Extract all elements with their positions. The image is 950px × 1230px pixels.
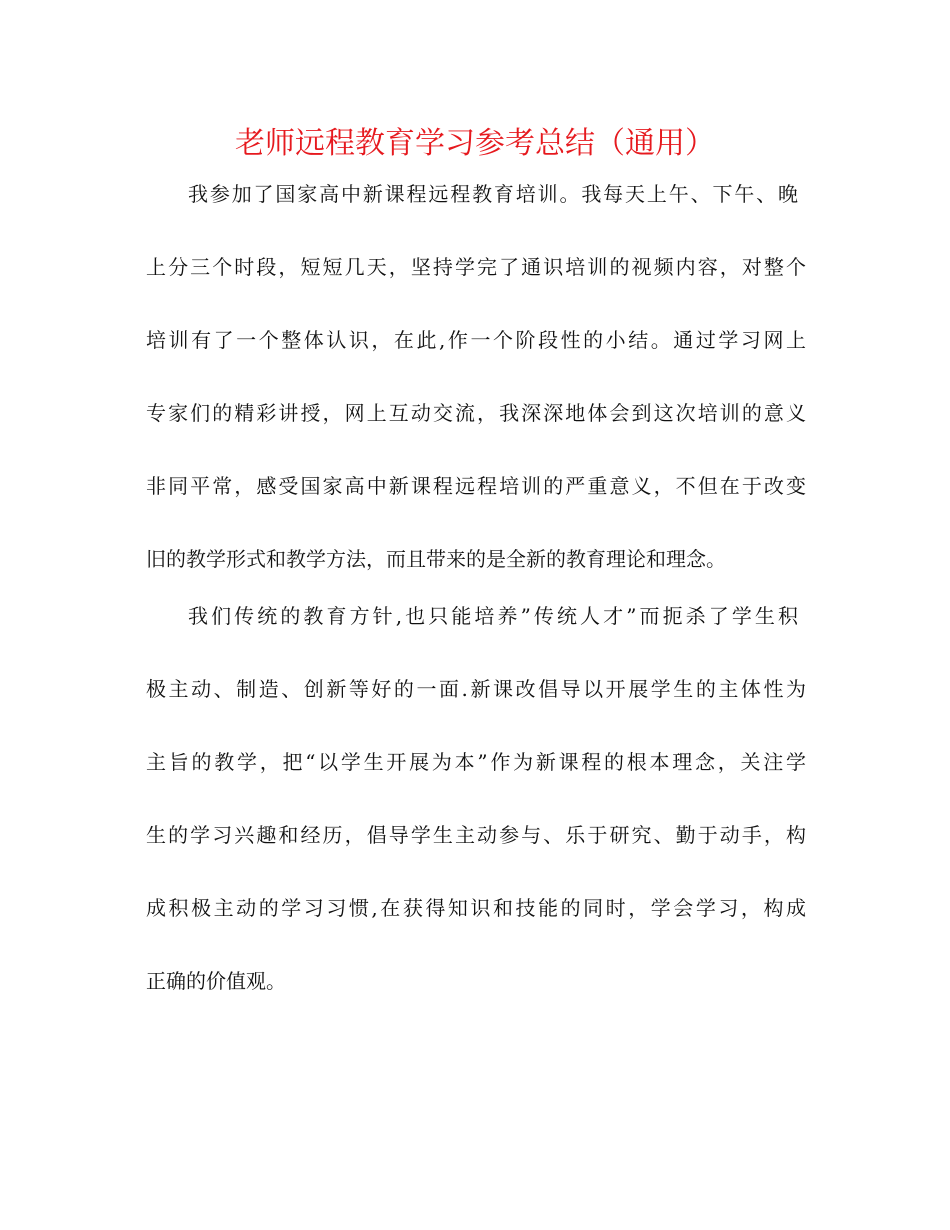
paragraph-line: 主旨的教学，把“以学生开展为本”作为新课程的根本理念，关注学 [146, 750, 806, 774]
paragraph-line: 我们传统的教育方针,也只能培养”传统人才”而扼杀了学生积 [188, 604, 798, 628]
paragraph-line: 非同平常，感受国家高中新课程远程培训的严重意义，不但在于改变 [146, 474, 806, 498]
paragraph-line: 我参加了国家高中新课程远程教育培训。我每天上午、下午、晚 [188, 182, 798, 206]
paragraph-line: 专家们的精彩讲授，网上互动交流，我深深地体会到这次培训的意义 [146, 401, 806, 425]
paragraph-line: 成积极主动的学习习惯,在获得知识和技能的同时，学会学习，构成 [146, 896, 806, 920]
paragraph-line: 正确的价值观。 [146, 969, 286, 993]
page-title: 老师远程教育学习参考总结（通用） [235, 126, 715, 161]
paragraph-line: 旧的教学形式和教学方法，而且带来的是全新的教育理论和理念。 [146, 547, 726, 571]
paragraph-line: 上分三个时段，短短几天，坚持学完了通识培训的视频内容，对整个 [146, 255, 806, 279]
paragraph-line: 极主动、制造、创新等好的一面.新课改倡导以开展学生的主体性为 [146, 677, 806, 701]
paragraph-line: 生的学习兴趣和经历，倡导学生主动参与、乐于研究、勤于动手，构 [146, 823, 806, 847]
paragraph-line: 培训有了一个整体认识，在此,作一个阶段性的小结。通过学习网上 [146, 328, 806, 352]
